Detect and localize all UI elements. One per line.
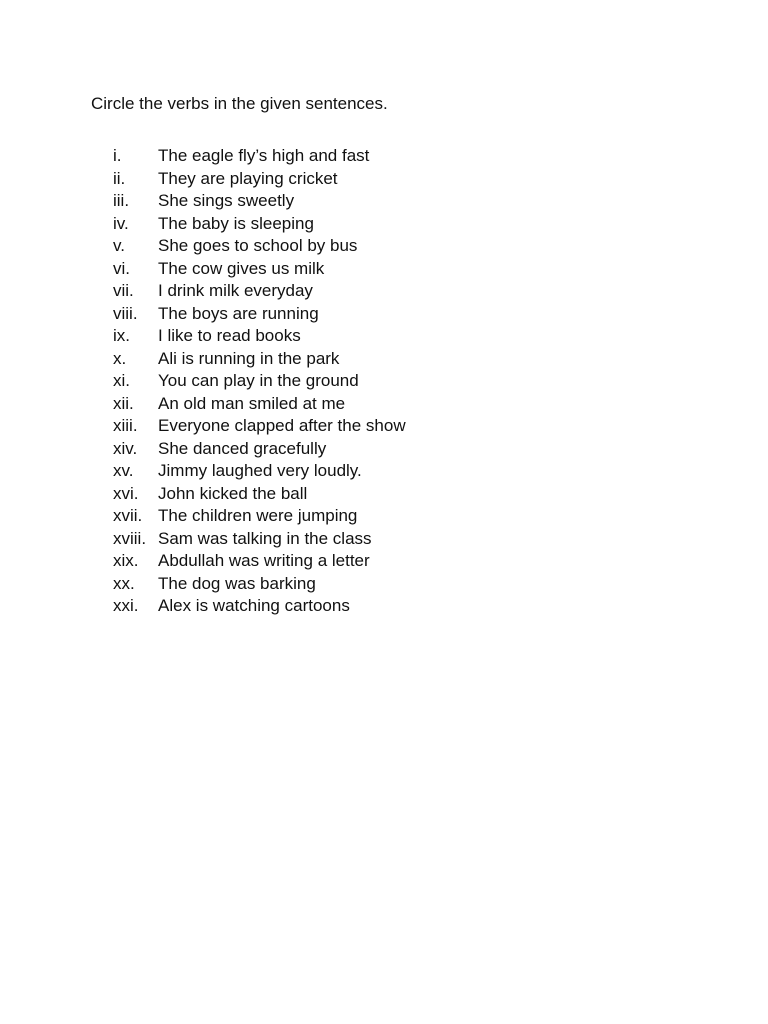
list-item — [113, 393, 406, 416]
item-numeral: xiv. — [113, 438, 138, 458]
list-item — [113, 325, 406, 348]
sentence-text: She sings sweetly — [158, 191, 295, 210]
list-item — [113, 550, 406, 573]
list-item — [113, 235, 406, 258]
list-item — [113, 483, 406, 506]
item-numeral: xxi. — [113, 596, 139, 615]
list-item — [113, 595, 406, 618]
sentence-text: Sam was talking in the class — [158, 528, 372, 548]
list-item — [113, 573, 406, 596]
sentence-text: Ali is running in the park — [158, 348, 340, 368]
list-item — [113, 460, 406, 483]
item-numeral: vii. — [113, 281, 134, 300]
item-numeral: ix. — [113, 326, 130, 345]
sentence-text: John kicked the ball — [158, 483, 308, 503]
sentence-text: Everyone clapped after the show — [158, 416, 406, 435]
sentence-text: The children were jumping — [158, 506, 358, 525]
item-numeral: xix. — [113, 551, 139, 570]
item-numeral: xv. — [113, 461, 134, 480]
sentence-text: I drink milk everyday — [158, 281, 313, 300]
list-item — [113, 415, 406, 438]
list-item — [113, 280, 406, 303]
sentence-text: The dog was barking — [158, 573, 316, 593]
list-item — [113, 145, 406, 168]
item-numeral: iii. — [113, 191, 130, 210]
item-numeral: iv. — [113, 213, 129, 233]
sentence-text: She danced gracefully — [158, 438, 327, 458]
sentence-text: I like to read books — [158, 326, 301, 345]
item-numeral: xiii. — [113, 416, 138, 435]
sentence-text: The baby is sleeping — [158, 213, 314, 233]
sentence-text: Jimmy laughed very loudly. — [158, 461, 362, 480]
item-numeral: xx. — [113, 573, 135, 593]
item-numeral: vi. — [113, 258, 130, 278]
item-numeral: ii. — [113, 168, 126, 188]
sentence-text: She goes to school by bus — [158, 236, 358, 255]
item-numeral: xvi. — [113, 483, 139, 503]
sentence-list — [113, 145, 406, 618]
list-item — [113, 258, 406, 281]
list-item — [113, 438, 406, 461]
list-item — [113, 213, 406, 236]
list-item — [113, 370, 406, 393]
sentence-text: The cow gives us milk — [158, 258, 325, 278]
item-numeral: xii. — [113, 393, 134, 413]
list-item — [113, 528, 406, 551]
item-numeral: xviii. — [113, 528, 147, 548]
item-numeral: xi. — [113, 371, 130, 390]
sentence-text: They are playing cricket — [158, 168, 338, 188]
sentence-text: Abdullah was writing a letter — [158, 551, 370, 570]
sentence-text: The eagle fly’s high and fast — [158, 146, 370, 165]
sentence-text: You can play in the ground — [158, 371, 359, 390]
item-numeral: x. — [113, 348, 127, 368]
list-item — [113, 348, 406, 371]
sentence-text: Alex is watching cartoons — [158, 596, 350, 615]
sentence-text: An old man smiled at me — [158, 393, 346, 413]
item-numeral: xvii. — [113, 506, 143, 525]
item-numeral: v. — [113, 236, 125, 255]
item-numeral: viii. — [113, 303, 138, 323]
list-item — [113, 190, 406, 213]
list-item — [113, 303, 406, 326]
item-numeral: i. — [113, 146, 122, 165]
list-item — [113, 168, 406, 191]
list-item — [113, 505, 406, 528]
sentence-text: The boys are running — [158, 303, 319, 323]
instruction-text: Circle the verbs in the given sentences. — [91, 94, 388, 113]
